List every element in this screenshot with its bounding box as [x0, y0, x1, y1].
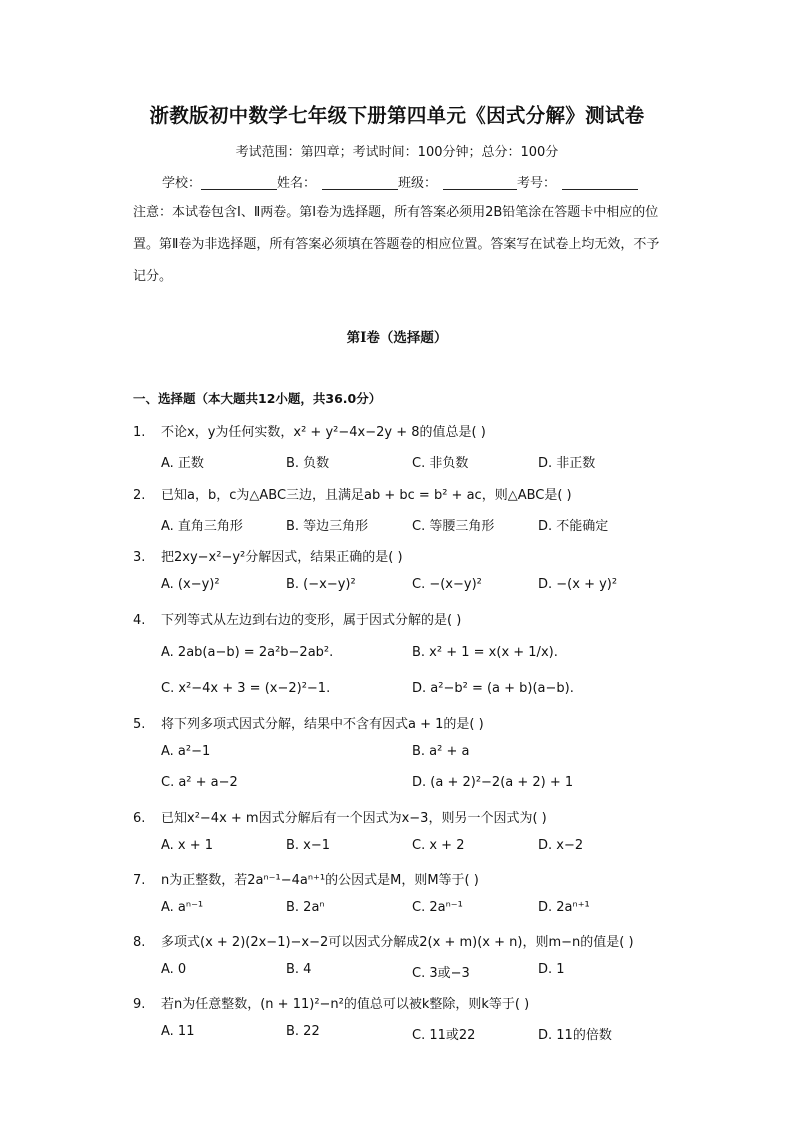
q8-option-a[interactable]: A. 0	[161, 962, 187, 977]
q9-option-d[interactable]: D. 11的倍数	[538, 1028, 612, 1043]
q7-option-d[interactable]: D. 2aⁿ⁺¹	[538, 900, 590, 915]
question-5	[133, 713, 484, 732]
q6-option-d[interactable]: D. x−2	[538, 838, 584, 853]
question-number: 2.	[133, 488, 146, 503]
exam-subtitle: 考试范围：第四章；考试时间：100分钟；总分：100分	[235, 145, 559, 160]
q3-option-b[interactable]: B. (−x−y)²	[286, 577, 356, 592]
question-text: 将下列多项式因式分解，结果中不含有因式a + 1的是( )	[161, 717, 484, 732]
q5-option-d[interactable]: D. (a + 2)²−2(a + 2) + 1	[412, 775, 574, 790]
q4-option-b[interactable]: B. x² + 1 = x(x + 1/x).	[412, 645, 558, 660]
q6-option-b[interactable]: B. x−1	[286, 838, 331, 853]
q3-option-c[interactable]: C. −(x−y)²	[412, 577, 482, 592]
q2-option-a[interactable]: A. 直角三角形	[161, 519, 243, 534]
q9-option-a[interactable]: A. 11	[161, 1024, 195, 1039]
q2-option-c[interactable]: C. 等腰三角形	[412, 519, 495, 534]
q8-option-b[interactable]: B. 4	[286, 962, 312, 977]
class-blank[interactable]	[443, 175, 517, 190]
q6-option-c[interactable]: C. x + 2	[412, 838, 465, 853]
name-label: 姓名：	[277, 176, 317, 191]
question-3	[133, 546, 403, 565]
question-number: 6.	[133, 811, 146, 826]
question-6	[133, 807, 547, 826]
exam-notice: 注意：本试卷包含Ⅰ、Ⅱ两卷。第Ⅰ卷为选择题，所有答案必须用2B铅笔涂在答题卡中相应的位置。第Ⅱ卷为非选择题，所有答案必须填在答题卷的相应位置。答案写在试卷上均无效，不予记分。	[133, 205, 660, 284]
question-8	[133, 931, 634, 950]
q3-option-d[interactable]: D. −(x + y)²	[538, 577, 618, 592]
q4-option-c[interactable]: C. x²−4x + 3 = (x−2)²−1.	[161, 681, 331, 696]
q4-option-d[interactable]: D. a²−b² = (a + b)(a−b).	[412, 681, 574, 696]
q4-option-a[interactable]: A. 2ab(a−b) = 2a²b−2ab².	[161, 645, 334, 660]
page-title: 浙教版初中数学七年级下册第四单元《因式分解》测试卷	[149, 104, 645, 127]
question-number: 1.	[133, 425, 146, 440]
name-blank[interactable]	[322, 175, 398, 190]
school-label: 学校：	[162, 176, 202, 191]
question-text: 已知x²−4x + m因式分解后有一个因式为x−3，则另一个因式为( )	[161, 811, 547, 826]
q9-option-b[interactable]: B. 22	[286, 1024, 320, 1039]
q1-option-a[interactable]: A. 正数	[161, 456, 204, 471]
section-title: 第Ⅰ卷（选择题）	[346, 330, 448, 346]
question-text: 已知a，b，c为△ABC三边，且满足ab + bc = b² + ac，则△ABC是( )	[161, 488, 572, 503]
class-label: 班级：	[398, 176, 438, 191]
question-text: 不论x，y为任何实数，x² + y²−4x−2y + 8的值总是( )	[161, 425, 486, 440]
student-info-line	[162, 172, 638, 191]
school-blank[interactable]	[201, 175, 277, 190]
question-text: 若n为任意整数，(n + 11)²−n²的值总可以被k整除，则k等于( )	[161, 997, 530, 1012]
number-blank[interactable]	[562, 175, 638, 190]
question-4	[133, 609, 461, 628]
question-7	[133, 869, 479, 888]
question-number: 7.	[133, 873, 146, 888]
q2-option-d[interactable]: D. 不能确定	[538, 519, 609, 534]
q5-option-b[interactable]: B. a² + a	[412, 744, 470, 759]
question-number: 5.	[133, 717, 146, 732]
q1-option-b[interactable]: B. 负数	[286, 456, 330, 471]
q3-option-a[interactable]: A. (x−y)²	[161, 577, 220, 592]
q8-option-d[interactable]: D. 1	[538, 962, 565, 977]
question-1	[133, 421, 486, 440]
q9-option-c[interactable]: C. 11或22	[412, 1028, 476, 1043]
q1-option-c[interactable]: C. 非负数	[412, 456, 469, 471]
q1-option-d[interactable]: D. 非正数	[538, 456, 596, 471]
part-heading: 一、选择题（本大题共12小题，共36.0分）	[133, 391, 382, 406]
q8-option-c[interactable]: C. 3或−3	[412, 966, 470, 981]
question-number: 3.	[133, 550, 146, 565]
question-text: 把2xy−x²−y²分解因式，结果正确的是( )	[161, 550, 403, 565]
number-label: 考号：	[517, 176, 557, 191]
question-9	[133, 993, 529, 1012]
question-number: 9.	[133, 997, 146, 1012]
q7-option-c[interactable]: C. 2aⁿ⁻¹	[412, 900, 463, 915]
question-2	[133, 484, 572, 503]
question-number: 8.	[133, 935, 146, 950]
q2-option-b[interactable]: B. 等边三角形	[286, 519, 369, 534]
q7-option-a[interactable]: A. aⁿ⁻¹	[161, 900, 204, 915]
question-text: 多项式(x + 2)(2x−1)−x−2可以因式分解成2(x + m)(x + n)，则m−n的值是( )	[161, 935, 634, 950]
q6-option-a[interactable]: A. x + 1	[161, 838, 214, 853]
q7-option-b[interactable]: B. 2aⁿ	[286, 900, 325, 915]
question-number: 4.	[133, 613, 146, 628]
question-text: 下列等式从左边到右边的变形，属于因式分解的是( )	[161, 613, 462, 628]
q5-option-a[interactable]: A. a²−1	[161, 744, 211, 759]
q5-option-c[interactable]: C. a² + a−2	[161, 775, 238, 790]
question-text: n为正整数，若2aⁿ⁻¹−4aⁿ⁺¹的公因式是M，则M等于( )	[161, 873, 479, 888]
